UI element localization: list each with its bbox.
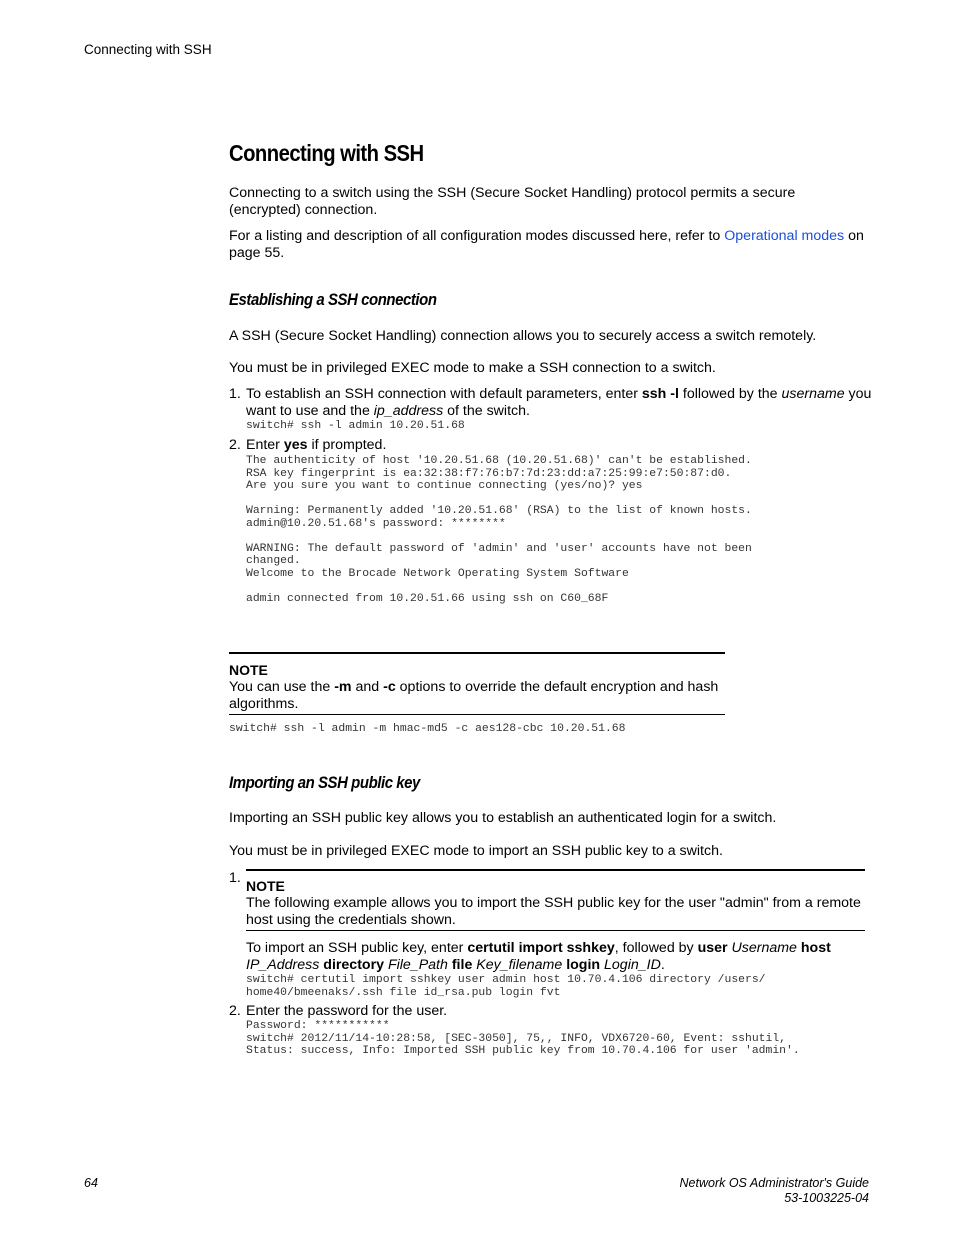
step-number: 2.	[229, 1003, 241, 1019]
section-heading-importing: Importing an SSH public key	[229, 773, 420, 792]
command-keyword: file	[447, 957, 477, 973]
note-label: NOTE	[246, 878, 285, 894]
step-text-part: , followed by	[614, 940, 698, 956]
command-keyword: user	[697, 940, 728, 956]
footer-doc-title: Network OS Administrator's Guide	[679, 1176, 869, 1190]
page-title: Connecting with SSH	[229, 140, 424, 166]
section1-paragraph-2: You must be in privileged EXEC mode to make a SSH connection to a switch.	[229, 360, 716, 376]
section2-step-1-text	[246, 940, 866, 974]
step-text-part: of the switch.	[443, 403, 530, 419]
note-text-part: and	[351, 679, 384, 695]
section-heading-establishing: Establishing a SSH connection	[229, 290, 437, 309]
note-text	[229, 679, 725, 713]
code-block-ssh-session: The authenticity of host '10.20.51.68 (10.20.51.68)' can't be established. RSA key fingerprint is ea:32:38:f7:76:b7:7d:23:dd:a7:25:99:e7:50:87:d0. Are you sure you want to continue connecting (yes/no)? yes Warning: Permanently added '10.20.51.68' (RSA) to the list of known hosts. admin@10.20.51.68's password: ******** WARNING: The default password of 'admin' and 'user' accounts have not been changed. Welcome to the Brocade Network Operating System Software admin connected from 10.20.51.66 using ssh on C60_68F	[246, 455, 752, 605]
step-text	[246, 386, 872, 420]
code-block-import-output: Password: *********** switch# 2012/11/14-10:28:58, [SEC-3050], 75,, INFO, VDX6720-60, Event: sshutil, Status: success, Info: Imported SSH public key from 10.70.4.106 for user 'admin'.	[246, 1020, 800, 1057]
step-text-part: Enter	[246, 437, 284, 453]
footer-page-number: 64	[84, 1176, 98, 1190]
note-bottom-rule	[246, 930, 865, 931]
intro-reference-suffix: on page 55.	[229, 228, 864, 261]
step-number: 1.	[229, 386, 241, 402]
parameter-name: Key_filename	[476, 957, 563, 973]
note-label: NOTE	[229, 662, 268, 678]
note-text-part: options to override the default encryption and hash algorithms.	[229, 679, 719, 712]
command-keyword: login	[562, 957, 605, 973]
intro-paragraph: Connecting to a switch using the SSH (Secure Socket Handling) protocol permits a secure (encrypted) connection.	[229, 185, 796, 218]
step-text: Enter the password for the user.	[246, 1003, 448, 1019]
parameter-name: Login_ID	[604, 957, 661, 973]
command-keyword: certutil import sshkey	[467, 940, 615, 956]
note-top-rule	[246, 869, 865, 871]
command-keyword: host	[800, 940, 831, 956]
section1-paragraph-1: A SSH (Secure Socket Handling) connection allows you to securely access a switch remotely.	[229, 328, 817, 344]
code-block-ssh-options: switch# ssh -l admin -m hmac-md5 -c aes128-cbc 10.20.51.68	[229, 723, 626, 735]
option-keyword: -c	[383, 679, 396, 695]
step-number: 1.	[229, 870, 241, 886]
step-text	[246, 437, 872, 454]
section2-paragraph-1: Importing an SSH public key allows you to establish an authenticated login for a switch.	[229, 810, 777, 826]
parameter-name: username	[781, 386, 845, 402]
operational-modes-link[interactable]: Operational modes	[724, 228, 845, 244]
code-block-ssh-command: switch# ssh -l admin 10.20.51.68	[246, 420, 465, 432]
note-text-part: You can use the	[229, 679, 335, 695]
step-text-part: To establish an SSH connection with default parameters, enter	[246, 386, 642, 402]
option-keyword: -m	[334, 679, 352, 695]
step-text-part: followed by the	[678, 386, 782, 402]
step-text-part: you want to use and the	[246, 386, 872, 419]
running-header: Connecting with SSH	[84, 42, 212, 57]
command-keyword: directory	[319, 957, 388, 973]
step-text-part: To import an SSH public key, enter	[246, 940, 468, 956]
step-text-part: if prompted.	[307, 437, 387, 453]
step-number: 2.	[229, 437, 241, 453]
parameter-name: Username	[727, 940, 801, 956]
section2-paragraph-2: You must be in privileged EXEC mode to import an SSH public key to a switch.	[229, 843, 723, 859]
note-text: The following example allows you to import the SSH public key for the user "admin" from a remote host using the credentials shown.	[246, 895, 861, 928]
intro-reference-paragraph	[229, 228, 869, 262]
parameter-name: ip_address	[373, 403, 444, 419]
footer-doc-number: 53-1003225-04	[784, 1191, 869, 1205]
command-keyword: yes	[283, 437, 308, 453]
intro-reference-text: For a listing and description of all configuration modes discussed here, refer to	[229, 228, 725, 244]
note-bottom-rule	[229, 714, 725, 715]
parameter-name: IP_Address	[246, 957, 320, 973]
parameter-name: File_Path	[387, 957, 448, 973]
code-block-certutil-command: switch# certutil import sshkey user admin host 10.70.4.106 directory /users/ home40/bmeenaks/.ssh file id_rsa.pub login fvt	[246, 974, 766, 999]
step-text-part: .	[660, 957, 665, 973]
note-top-rule	[229, 652, 725, 654]
command-keyword: ssh -l	[641, 386, 679, 402]
